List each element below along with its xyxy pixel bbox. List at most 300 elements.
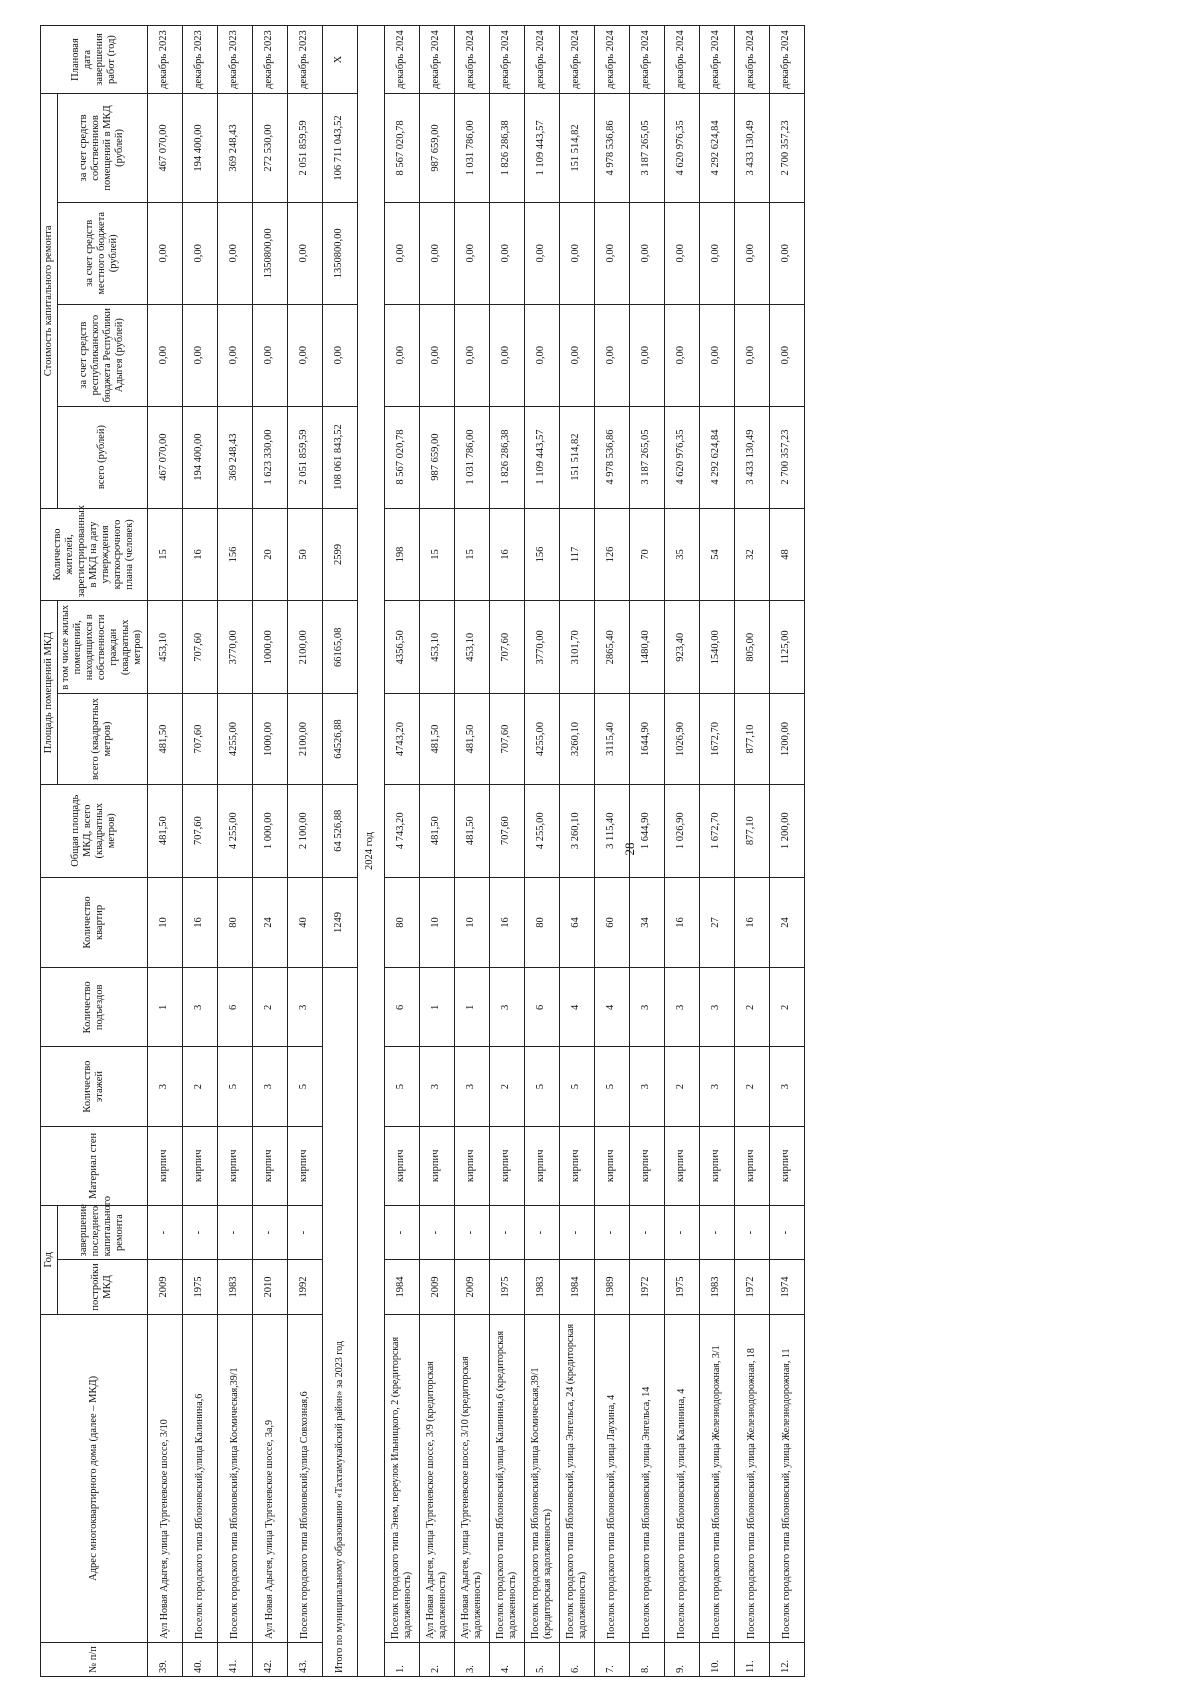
cell-floors: 2 <box>182 1047 217 1126</box>
header-cost-republic: за счет средств республиканского бюджета Республики Адыгея (рублей) <box>58 304 147 406</box>
cell-planned-date: декабрь 2024 <box>629 26 664 94</box>
cell-row-number: 3. <box>454 1643 489 1677</box>
header-premises-group: Площадь помещений МКД <box>41 601 58 784</box>
cell-row-number: 42. <box>252 1643 287 1677</box>
cell-cost-local: 0,00 <box>287 202 322 304</box>
cell-premises-residential: 2865,40 <box>594 601 629 694</box>
cell-premises-residential: 1125,00 <box>769 601 804 694</box>
cell-cost-local: 0,00 <box>699 202 734 304</box>
cell-cost-owners: 194 400,00 <box>182 94 217 203</box>
cell-cost-republic: 0,00 <box>252 304 287 406</box>
header-year-group: Год <box>41 1205 58 1314</box>
cell-apartments: 16 <box>182 877 217 968</box>
cell-cost-local: 0,00 <box>182 202 217 304</box>
cell-premises-residential: 453,10 <box>419 601 454 694</box>
table-row <box>524 26 559 1677</box>
cell-floors: 3 <box>699 1047 734 1126</box>
cell-cost-republic: 0,00 <box>699 304 734 406</box>
cell-address: Поселок городского типа Яблоновский,улица Космическая,39/1 (кредиторская задолженность) <box>524 1314 559 1642</box>
cell-cost-local: 0,00 <box>524 202 559 304</box>
header-entrances: Количество подъездов <box>41 968 148 1047</box>
cell-cost-total: 1 109 443,57 <box>524 406 559 508</box>
rows-2023 <box>147 26 322 1677</box>
cell-premises-total: 481,50 <box>147 694 182 785</box>
cell-residents: 35 <box>664 508 699 601</box>
cell-total-area: 1 026,90 <box>664 784 699 877</box>
cell-planned-date: декабрь 2024 <box>664 26 699 94</box>
total-area: 64 526,88 <box>322 784 357 877</box>
total-premises-residential: 66165,08 <box>322 601 357 694</box>
cell-year-built: 2009 <box>419 1260 454 1314</box>
cell-year-built: 1984 <box>384 1260 419 1314</box>
cell-year-last-repair: - <box>699 1205 734 1259</box>
cell-cost-republic: 0,00 <box>524 304 559 406</box>
cell-cost-local: 0,00 <box>454 202 489 304</box>
cell-premises-total: 707,60 <box>182 694 217 785</box>
cell-cost-republic: 0,00 <box>489 304 524 406</box>
cell-floors: 5 <box>524 1047 559 1126</box>
cell-year-last-repair: - <box>454 1205 489 1259</box>
cell-premises-residential: 453,10 <box>454 601 489 694</box>
cell-year-last-repair: - <box>287 1205 322 1259</box>
cell-cost-total: 2 700 357,23 <box>769 406 804 508</box>
cell-year-last-repair: - <box>252 1205 287 1259</box>
cell-total-area: 877,10 <box>734 784 769 877</box>
cell-premises-total: 707,60 <box>489 694 524 785</box>
cell-apartments: 24 <box>769 877 804 968</box>
cell-cost-total: 987 659,00 <box>419 406 454 508</box>
total-apartments: 1249 <box>322 877 357 968</box>
header-floors: Количество этажей <box>41 1047 148 1126</box>
cell-floors: 3 <box>147 1047 182 1126</box>
cell-residents: 198 <box>384 508 419 601</box>
cell-address: Поселок городского типа Яблоновский,улица Калинина,6 (кредиторская задолженность) <box>489 1314 524 1642</box>
cell-cost-total: 8 567 020,78 <box>384 406 419 508</box>
cell-year-built: 1992 <box>287 1260 322 1314</box>
header-address: Адрес многоквартирного дома (далее – МКД) <box>41 1314 148 1642</box>
cell-residents: 117 <box>559 508 594 601</box>
cell-floors: 3 <box>454 1047 489 1126</box>
cell-total-area: 1 000,00 <box>252 784 287 877</box>
cell-year-last-repair: - <box>594 1205 629 1259</box>
header-cost-owners: за счет средств собственников помещений в МКД (рублей) <box>58 94 147 203</box>
cell-total-area: 4 255,00 <box>217 784 252 877</box>
cell-residents: 126 <box>594 508 629 601</box>
total-planned-date: Х <box>322 26 357 94</box>
cell-year-last-repair: - <box>629 1205 664 1259</box>
cell-premises-residential: 1000,00 <box>252 601 287 694</box>
cell-residents: 16 <box>182 508 217 601</box>
table-row <box>454 26 489 1677</box>
cell-total-area: 707,60 <box>182 784 217 877</box>
cell-cost-local: 0,00 <box>594 202 629 304</box>
cell-cost-owners: 272 530,00 <box>252 94 287 203</box>
cell-total-area: 4 743,20 <box>384 784 419 877</box>
cell-apartments: 34 <box>629 877 664 968</box>
total-cost-total: 108 061 843,52 <box>322 406 357 508</box>
cell-row-number: 6. <box>559 1643 594 1677</box>
cell-wall-material: кирпич <box>182 1126 217 1205</box>
header-cost-local: за счет средств местного бюджета (рублей) <box>58 202 147 304</box>
cell-entrances: 4 <box>559 968 594 1047</box>
cell-premises-total: 877,10 <box>734 694 769 785</box>
table-row <box>217 26 252 1677</box>
cell-planned-date: декабрь 2024 <box>454 26 489 94</box>
cell-cost-owners: 4 620 976,35 <box>664 94 699 203</box>
cell-address: Поселок городского типа Яблоновский, улица Железнодорожная, 3/1 <box>699 1314 734 1642</box>
cell-year-built: 1983 <box>699 1260 734 1314</box>
cell-cost-local: 0,00 <box>769 202 804 304</box>
cell-row-number: 39. <box>147 1643 182 1677</box>
cell-residents: 54 <box>699 508 734 601</box>
cell-premises-residential: 1540,00 <box>699 601 734 694</box>
cell-entrances: 6 <box>524 968 559 1047</box>
cell-residents: 15 <box>454 508 489 601</box>
cell-row-number: 10. <box>699 1643 734 1677</box>
cell-floors: 3 <box>629 1047 664 1126</box>
cell-year-built: 1975 <box>182 1260 217 1314</box>
total-label: Итого по муниципальному образованию «Тахтамукайский район» за 2023 год <box>322 968 357 1677</box>
cell-wall-material: кирпич <box>594 1126 629 1205</box>
cell-premises-total: 3260,10 <box>559 694 594 785</box>
cell-cost-owners: 1 031 786,00 <box>454 94 489 203</box>
cell-year-built: 1972 <box>734 1260 769 1314</box>
cell-entrances: 2 <box>252 968 287 1047</box>
cell-planned-date: декабрь 2024 <box>769 26 804 94</box>
cell-premises-residential: 707,60 <box>182 601 217 694</box>
cell-wall-material: кирпич <box>384 1126 419 1205</box>
table-row <box>734 26 769 1677</box>
cell-total-area: 4 255,00 <box>524 784 559 877</box>
cell-planned-date: декабрь 2024 <box>419 26 454 94</box>
cell-floors: 5 <box>559 1047 594 1126</box>
cell-entrances: 3 <box>629 968 664 1047</box>
total-2023 <box>322 26 384 1677</box>
cell-address: Поселок городского типа Яблоновский, улица Железнодорожная, 18 <box>734 1314 769 1642</box>
cell-cost-total: 467 070,00 <box>147 406 182 508</box>
cell-address: Аул Новая Адыгея, улица Тургеневское шоссе, 3/10 (кредиторская задолженность) <box>454 1314 489 1642</box>
cell-floors: 5 <box>287 1047 322 1126</box>
cell-cost-total: 4 292 624,84 <box>699 406 734 508</box>
cell-residents: 156 <box>217 508 252 601</box>
cell-wall-material: кирпич <box>419 1126 454 1205</box>
cell-year-built: 1983 <box>217 1260 252 1314</box>
cell-residents: 48 <box>769 508 804 601</box>
cell-year-built: 2009 <box>454 1260 489 1314</box>
cell-entrances: 1 <box>454 968 489 1047</box>
table-row <box>629 26 664 1677</box>
cell-planned-date: декабрь 2023 <box>252 26 287 94</box>
cell-residents: 32 <box>734 508 769 601</box>
year-divider-row <box>357 26 384 1677</box>
year-2024-label: 2024 год <box>357 26 384 1677</box>
cell-premises-total: 4743,20 <box>384 694 419 785</box>
cell-planned-date: декабрь 2024 <box>489 26 524 94</box>
cell-premises-total: 3115,40 <box>594 694 629 785</box>
cell-floors: 3 <box>419 1047 454 1126</box>
cell-premises-residential: 453,10 <box>147 601 182 694</box>
cell-floors: 5 <box>384 1047 419 1126</box>
cell-row-number: 9. <box>664 1643 699 1677</box>
cell-cost-owners: 3 187 265,05 <box>629 94 664 203</box>
cell-year-built: 1989 <box>594 1260 629 1314</box>
cell-planned-date: декабрь 2024 <box>559 26 594 94</box>
cell-premises-total: 4255,00 <box>217 694 252 785</box>
cell-entrances: 2 <box>769 968 804 1047</box>
cell-total-area: 1 200,00 <box>769 784 804 877</box>
table-row <box>664 26 699 1677</box>
cell-cost-republic: 0,00 <box>419 304 454 406</box>
cell-total-area: 2 100,00 <box>287 784 322 877</box>
total-row-2023 <box>322 26 357 1677</box>
cell-cost-owners: 151 514,82 <box>559 94 594 203</box>
cell-wall-material: кирпич <box>699 1126 734 1205</box>
cell-wall-material: кирпич <box>287 1126 322 1205</box>
cell-entrances: 3 <box>664 968 699 1047</box>
cell-floors: 5 <box>217 1047 252 1126</box>
cell-residents: 16 <box>489 508 524 601</box>
cell-floors: 2 <box>664 1047 699 1126</box>
cell-wall-material: кирпич <box>454 1126 489 1205</box>
cell-cost-total: 4 620 976,35 <box>664 406 699 508</box>
cell-planned-date: декабрь 2023 <box>182 26 217 94</box>
cell-premises-residential: 3101,70 <box>559 601 594 694</box>
cell-planned-date: декабрь 2024 <box>594 26 629 94</box>
capital-repair-table <box>40 25 805 1677</box>
cell-address: Поселок городского типа Яблоновский,улица Космическая,39/1 <box>217 1314 252 1642</box>
cell-entrances: 3 <box>489 968 524 1047</box>
cell-cost-owners: 467 070,00 <box>147 94 182 203</box>
cell-apartments: 64 <box>559 877 594 968</box>
cell-year-last-repair: - <box>524 1205 559 1259</box>
cell-planned-date: декабрь 2023 <box>287 26 322 94</box>
page-number: 28 <box>622 842 637 856</box>
cell-year-last-repair: - <box>734 1205 769 1259</box>
table-row <box>384 26 419 1677</box>
cell-cost-republic: 0,00 <box>182 304 217 406</box>
cell-year-last-repair: - <box>769 1205 804 1259</box>
cell-year-built: 1975 <box>489 1260 524 1314</box>
cell-premises-total: 1644,90 <box>629 694 664 785</box>
cell-year-built: 1975 <box>664 1260 699 1314</box>
cell-row-number: 1. <box>384 1643 419 1677</box>
cell-cost-republic: 0,00 <box>217 304 252 406</box>
cell-row-number: 12. <box>769 1643 804 1677</box>
cell-entrances: 1 <box>419 968 454 1047</box>
cell-cost-owners: 3 433 130,49 <box>734 94 769 203</box>
cell-premises-total: 4255,00 <box>524 694 559 785</box>
cell-cost-republic: 0,00 <box>734 304 769 406</box>
cell-total-area: 1 672,70 <box>699 784 734 877</box>
cell-cost-republic: 0,00 <box>147 304 182 406</box>
cell-entrances: 3 <box>287 968 322 1047</box>
table-row <box>287 26 322 1677</box>
cell-year-last-repair: - <box>182 1205 217 1259</box>
cell-row-number: 11. <box>734 1643 769 1677</box>
cell-entrances: 1 <box>147 968 182 1047</box>
table-row <box>182 26 217 1677</box>
cell-floors: 2 <box>734 1047 769 1126</box>
cell-year-last-repair: - <box>489 1205 524 1259</box>
cell-cost-local: 0,00 <box>629 202 664 304</box>
cell-cost-owners: 987 659,00 <box>419 94 454 203</box>
cell-address: Поселок городского типа Яблоновский,улица Совхозная,6 <box>287 1314 322 1642</box>
cell-address: Поселок городского типа Яблоновский, улица Калинина, 4 <box>664 1314 699 1642</box>
cell-row-number: 4. <box>489 1643 524 1677</box>
cell-year-last-repair: - <box>147 1205 182 1259</box>
header-cost-group: Стоимость капитального ремонта <box>41 94 58 508</box>
header-wall-material: Материал стен <box>41 1126 148 1205</box>
cell-row-number: 40. <box>182 1643 217 1677</box>
cell-address: Поселок городского типа Яблоновский, улица Энгельса, 24 (кредиторская задолженность) <box>559 1314 594 1642</box>
cell-apartments: 10 <box>147 877 182 968</box>
cell-wall-material: кирпич <box>147 1126 182 1205</box>
cell-year-built: 2010 <box>252 1260 287 1314</box>
cell-cost-total: 194 400,00 <box>182 406 217 508</box>
cell-apartments: 80 <box>217 877 252 968</box>
cell-premises-total: 481,50 <box>454 694 489 785</box>
cell-residents: 15 <box>147 508 182 601</box>
cell-cost-owners: 2 700 357,23 <box>769 94 804 203</box>
cell-address: Поселок городского типа Энем, переулок Ильницкого, 2 (кредиторская задолженность) <box>384 1314 419 1642</box>
cell-address: Аул Новая Адыгея, улица Тургеневское шоссе, 3а,9 <box>252 1314 287 1642</box>
cell-cost-republic: 0,00 <box>629 304 664 406</box>
cell-residents: 15 <box>419 508 454 601</box>
cell-wall-material: кирпич <box>664 1126 699 1205</box>
cell-wall-material: кирпич <box>252 1126 287 1205</box>
cell-cost-local: 0,00 <box>419 202 454 304</box>
cell-row-number: 8. <box>629 1643 664 1677</box>
cell-wall-material: кирпич <box>734 1126 769 1205</box>
cell-cost-total: 369 248,43 <box>217 406 252 508</box>
cell-premises-total: 2100,00 <box>287 694 322 785</box>
table-row <box>769 26 804 1677</box>
total-residents: 2599 <box>322 508 357 601</box>
cell-cost-owners: 4 978 536,86 <box>594 94 629 203</box>
cell-total-area: 481,50 <box>454 784 489 877</box>
cell-address: Аул Новая Адыгея, улица Тургеневское шоссе, 3/10 <box>147 1314 182 1642</box>
cell-cost-owners: 1 826 286,38 <box>489 94 524 203</box>
cell-year-last-repair: - <box>384 1205 419 1259</box>
cell-wall-material: кирпич <box>559 1126 594 1205</box>
cell-cost-total: 2 051 859,59 <box>287 406 322 508</box>
header-premises-residential: в том числе жилых помещений, находящихся в собственности граждан (квадратных метров) <box>58 601 147 694</box>
cell-planned-date: декабрь 2023 <box>217 26 252 94</box>
cell-premises-residential: 805,00 <box>734 601 769 694</box>
cell-apartments: 16 <box>734 877 769 968</box>
total-cost-republic: 0,00 <box>322 304 357 406</box>
cell-residents: 156 <box>524 508 559 601</box>
cell-cost-republic: 0,00 <box>769 304 804 406</box>
cell-entrances: 4 <box>594 968 629 1047</box>
cell-address: Поселок городского типа Яблоновский, улица Энгельса, 14 <box>629 1314 664 1642</box>
cell-apartments: 27 <box>699 877 734 968</box>
cell-cost-total: 1 031 786,00 <box>454 406 489 508</box>
cell-total-area: 3 115,40 <box>594 784 629 877</box>
cell-entrances: 6 <box>217 968 252 1047</box>
cell-wall-material: кирпич <box>769 1126 804 1205</box>
cell-year-last-repair: - <box>217 1205 252 1259</box>
cell-cost-local: 0,00 <box>734 202 769 304</box>
cell-year-last-repair: - <box>559 1205 594 1259</box>
cell-entrances: 3 <box>182 968 217 1047</box>
cell-apartments: 16 <box>664 877 699 968</box>
cell-floors: 3 <box>252 1047 287 1126</box>
cell-address: Аул Новая Адыгея, улица Тургеневское шоссе, 3/9 (кредиторская задолженность) <box>419 1314 454 1642</box>
cell-total-area: 3 260,10 <box>559 784 594 877</box>
table-row <box>699 26 734 1677</box>
header-apartments: Количество квартир <box>41 877 148 968</box>
cell-wall-material: кирпич <box>489 1126 524 1205</box>
cell-premises-residential: 707,60 <box>489 601 524 694</box>
cell-apartments: 60 <box>594 877 629 968</box>
cell-premises-residential: 4356,50 <box>384 601 419 694</box>
cell-premises-residential: 3770,00 <box>524 601 559 694</box>
cell-cost-total: 3 187 265,05 <box>629 406 664 508</box>
cell-planned-date: декабрь 2024 <box>384 26 419 94</box>
table-row <box>559 26 594 1677</box>
cell-cost-owners: 4 292 624,84 <box>699 94 734 203</box>
cell-apartments: 40 <box>287 877 322 968</box>
cell-premises-total: 1000,00 <box>252 694 287 785</box>
cell-cost-republic: 0,00 <box>559 304 594 406</box>
cell-floors: 5 <box>594 1047 629 1126</box>
cell-entrances: 6 <box>384 968 419 1047</box>
cell-cost-local: 0,00 <box>559 202 594 304</box>
cell-premises-residential: 1480,40 <box>629 601 664 694</box>
cell-total-area: 481,50 <box>147 784 182 877</box>
cell-apartments: 80 <box>524 877 559 968</box>
cell-planned-date: декабрь 2024 <box>699 26 734 94</box>
header-planned-date: Плановая дата завершения работ (год) <box>41 26 148 94</box>
cell-address: Поселок городского типа Яблоновский,улица Калинина,6 <box>182 1314 217 1642</box>
cell-cost-local: 0,00 <box>489 202 524 304</box>
cell-year-built: 1984 <box>559 1260 594 1314</box>
cell-cost-total: 3 433 130,49 <box>734 406 769 508</box>
cell-cost-local: 1350800,00 <box>252 202 287 304</box>
cell-cost-total: 151 514,82 <box>559 406 594 508</box>
cell-year-built: 2009 <box>147 1260 182 1314</box>
cell-cost-republic: 0,00 <box>664 304 699 406</box>
total-cost-owners: 106 711 043,52 <box>322 94 357 203</box>
table-row <box>489 26 524 1677</box>
cell-premises-residential: 923,40 <box>664 601 699 694</box>
cell-premises-total: 1200,00 <box>769 694 804 785</box>
cell-cost-total: 1 826 286,38 <box>489 406 524 508</box>
cell-residents: 20 <box>252 508 287 601</box>
rows-2024 <box>384 26 804 1677</box>
cell-entrances: 3 <box>699 968 734 1047</box>
cell-floors: 2 <box>489 1047 524 1126</box>
cell-year-last-repair: - <box>664 1205 699 1259</box>
cell-premises-total: 1672,70 <box>699 694 734 785</box>
cell-total-area: 1 644,90 <box>629 784 664 877</box>
cell-cost-republic: 0,00 <box>287 304 322 406</box>
cell-year-built: 1974 <box>769 1260 804 1314</box>
cell-planned-date: декабрь 2023 <box>147 26 182 94</box>
cell-apartments: 24 <box>252 877 287 968</box>
total-cost-local: 1350800,00 <box>322 202 357 304</box>
table-row <box>419 26 454 1677</box>
cell-year-last-repair: - <box>419 1205 454 1259</box>
cell-address: Поселок городского типа Яблоновский, улица Железнодорожная, 11 <box>769 1314 804 1642</box>
table-row <box>252 26 287 1677</box>
table-row <box>594 26 629 1677</box>
cell-floors: 3 <box>769 1047 804 1126</box>
cell-premises-residential: 3770,00 <box>217 601 252 694</box>
cell-address: Поселок городского типа Яблоновский, улица Лаухина, 4 <box>594 1314 629 1642</box>
header-num: № п/п <box>41 1643 148 1677</box>
